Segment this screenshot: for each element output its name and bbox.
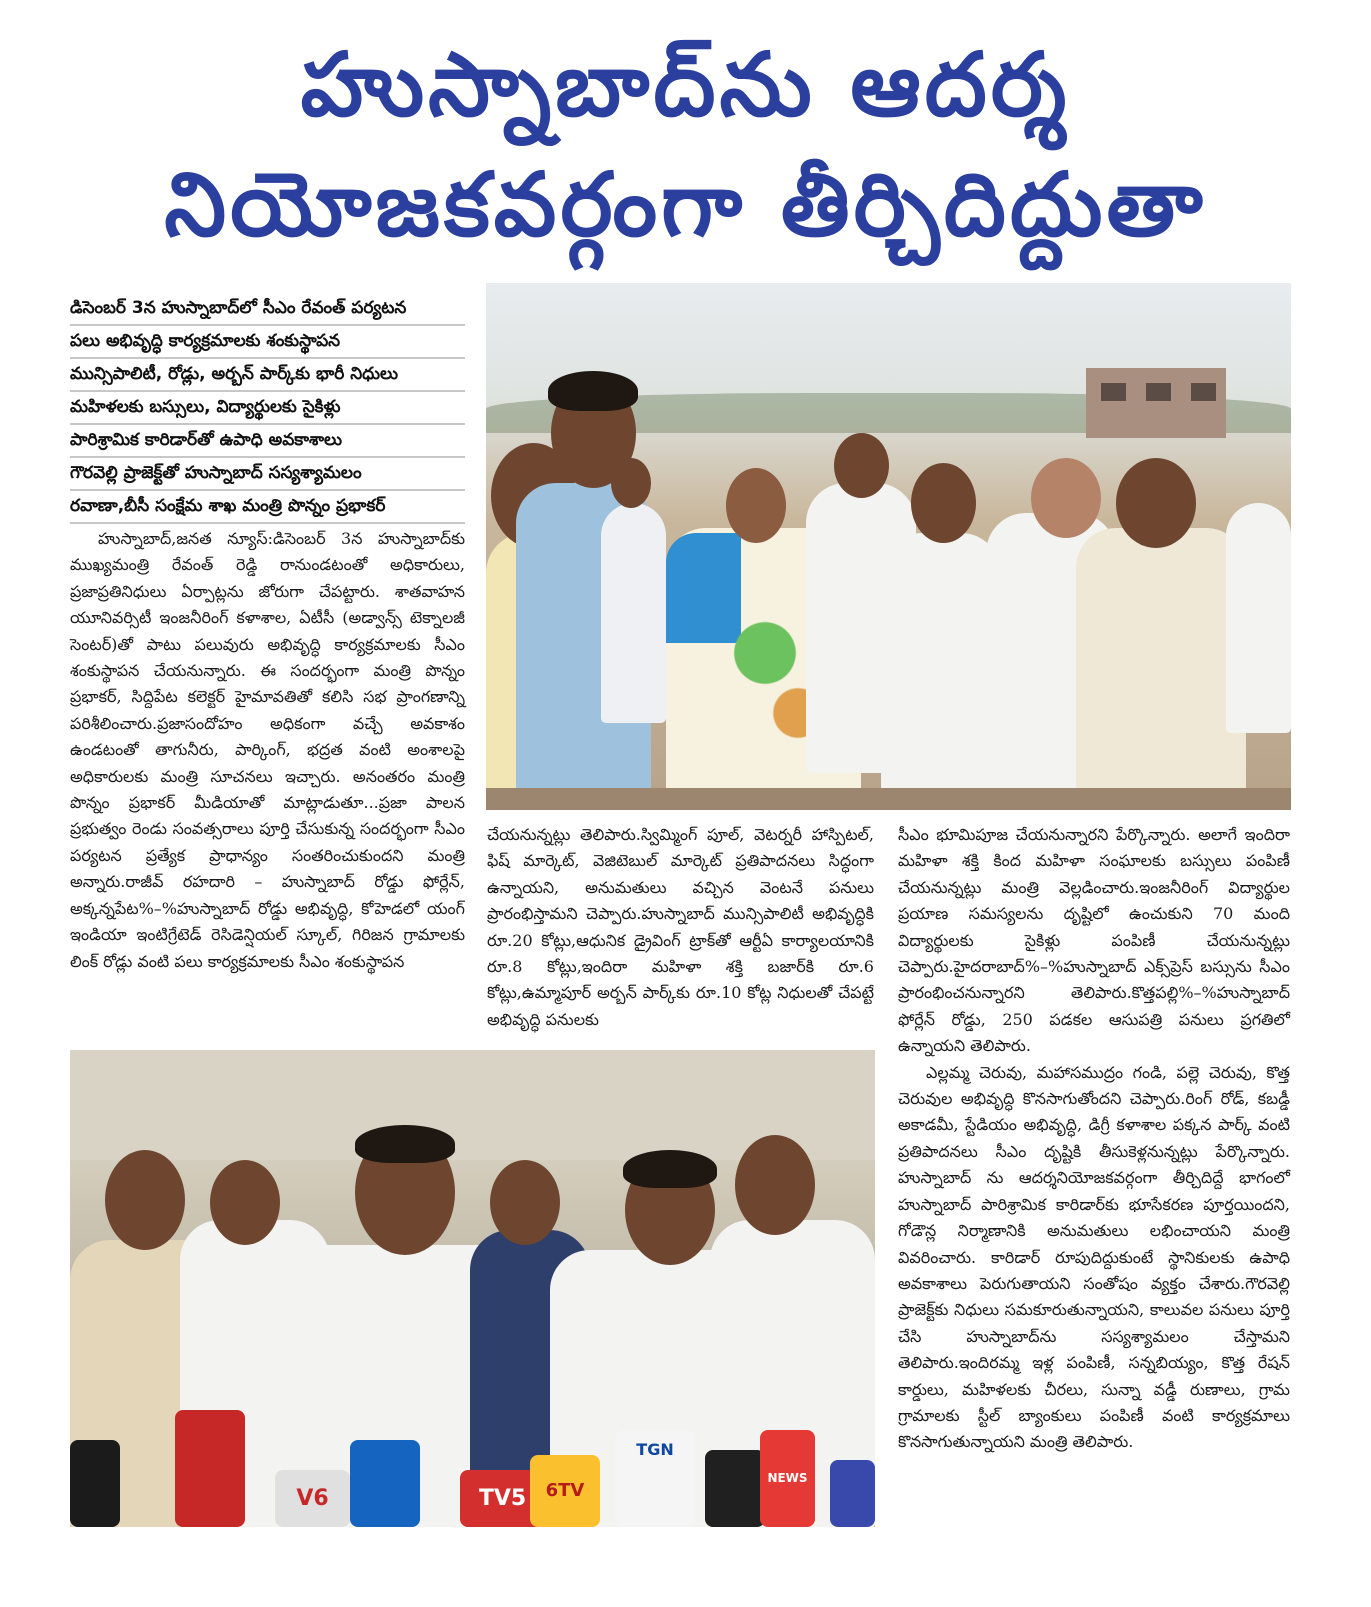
microphone-logo: NEWS <box>760 1430 815 1527</box>
article-paragraph: ఎల్లమ్మ చెరువు, మహాసముద్రం గండి, పల్లె చెరువు, కొత్త చెరువుల అభివృద్ధి కొనసాగుతోందని చెప్పారు.రింగ్ రోడ్, కబడ్డీ అకాడమీ, స్టేడియం అభివృద్ధి, డిగ్రీ కళాశాల పక్కన పార్క్ వంటి ప్రతిపాదనలు సీఎం దృష్టికి తీసుకెళ్లనున్నట్లు పేర్కొన్నారు. హుస్నాబాద్ ను ఆదర్శనియోజకవర్గంగా తీర్చిదిద్దే భాగంలో హుస్నాబాద్ పారిశ్రామిక కారిడార్‌కు భూసేకరణ పూర్తయిందని, గోడౌన్ల నిర్మాణానికి అనుమతులు లభించాయని మంత్రి వివరించారు. కారిడార్ రూపుదిద్దుకుంటే స్థానికులకు ఉపాధి అవకాశాలు పెరుగుతాయని సంతోషం వ్యక్తం చేశారు.గౌరవెల్లి ప్రాజెక్ట్‌కు నిధులు సమకూరుతున్నాయని, కాలువల పనులు పూర్తి చేసి హుస్నాబాద్‌ను సస్యశ్యామలం చేస్తామని తెలిపారు.ఇందిరమ్మ ఇళ్ల పంపిణీ, సన్నబియ్యం, కొత్త రేషన్ కార్డులు, మహిళలకు చీరలు, సున్నా వడ్డీ రుణాలు, గ్రామ గ్రామాలకు స్టీల్ బ్యాంకులు పంపిణీ వంటి కార్యక్రమాలు కొనసాగుతున్నాయని మంత్రి తెలిపారు. <box>898 1062 1290 1452</box>
person-head <box>834 433 889 498</box>
article-column-middle <box>487 822 874 1033</box>
highlight-line: మున్సిపాలిటీ, రోడ్లు, అర్బన్ పార్క్‌కు భారీ నిధులు <box>70 359 465 392</box>
microphone-logo: TV5 <box>460 1470 545 1527</box>
background-building <box>1086 368 1226 438</box>
person-hair <box>355 1125 455 1163</box>
building-window <box>1101 383 1126 401</box>
article-column-right <box>898 822 1290 1456</box>
microphone-logo: V6 <box>275 1470 350 1527</box>
microphone <box>705 1450 765 1527</box>
article-column-left <box>70 526 465 975</box>
person <box>1226 503 1291 733</box>
highlight-line: పలు అభివృద్ధి కార్యక్రమాలకు శంకుస్థాపన <box>70 326 465 359</box>
microphone <box>175 1410 245 1527</box>
person-hair <box>623 1150 717 1188</box>
microphone <box>830 1460 875 1527</box>
site-inspection-photo <box>486 283 1291 810</box>
person-hair <box>548 371 638 411</box>
highlight-line: మహిళలకు బస్సులు, విద్యార్థులకు సైకిళ్లు <box>70 392 465 425</box>
ground <box>486 788 1291 810</box>
headline-line-2: నియోజకవర్గంగా తీర్చిదిద్దుతా <box>164 153 1207 256</box>
building-window <box>1191 383 1216 401</box>
person-head <box>911 463 976 543</box>
highlight-line: రవాణా,బీసీ సంక్షేమ శాఖ మంత్రి పొన్నం ప్రభాకర్ <box>70 491 465 524</box>
press-conference-photo <box>70 1050 875 1527</box>
headline-line-1: హుస్నాబాద్‌ను ఆదర్శ <box>300 33 1071 136</box>
article-paragraph: సీఎం భూమిపూజ చేయనున్నారని పేర్కొన్నారు. అలాగే ఇందిరా మహిళా శక్తి కింద మహిళా సంఘాలకు బస్సులు పంపిణీ చేయనున్నట్లు మంత్రి వెల్లడించారు.ఇంజనీరింగ్ విద్యార్థుల ప్రయాణ సమస్యలను దృష్టిలో ఉంచుకుని 70 మంది విద్యార్థులకు సైకిళ్లు పంపిణీ చేయనున్నట్లు చెప్పారు.హైదరాబాద్%–%హుస్నాబాద్ ఎక్స్‌ప్రెస్ బస్సును సీఎం ప్రారంభించనున్నారని తెలిపారు.కొత్తపల్లి%–%హుస్నాబాద్ ఫోర్లేన్ రోడ్డు, 250 పడకల ఆసుపత్రి పనులు ప్రగతిలో ఉన్నాయని తెలిపారు. <box>898 825 1290 1056</box>
person-head <box>1031 458 1101 538</box>
person <box>601 503 666 723</box>
microphone <box>350 1440 420 1527</box>
microphone <box>70 1440 120 1527</box>
person <box>881 533 1001 793</box>
person-head <box>735 1135 815 1235</box>
person-jacket <box>1076 528 1246 810</box>
person-head <box>210 1160 280 1245</box>
highlights-box <box>70 293 465 524</box>
building-window <box>1146 383 1171 401</box>
highlight-line: గౌరవెల్లి ప్రాజెక్ట్‌తో హుస్నాబాద్ సస్యశ్యామలం <box>70 458 465 491</box>
person-head <box>726 468 786 543</box>
person-head <box>105 1150 185 1250</box>
person-head <box>611 458 651 508</box>
highlight-line: పారిశ్రామిక కారిడార్‌తో ఉపాధి అవకాశాలు <box>70 425 465 458</box>
person-head <box>1116 458 1196 548</box>
microphone-logo: TGN <box>615 1430 695 1527</box>
highlight-line: డిసెంబర్ 3న హుస్నాబాద్‌లో సీఎం రేవంత్ పర్యటన <box>70 293 465 326</box>
article-paragraph: హుస్నాబాద్,జనత న్యూస్:డిసెంబర్ 3న హుస్నాబాద్‌కు ముఖ్యమంత్రి రేవంత్ రెడ్డి రానుండటంతో అధికారులు, ప్రజాప్రతినిధులు ఏర్పాట్లను జోరుగా చేపట్టారు. శాతవాహన యూనివర్సిటీ ఇంజనీరింగ్ కళాశాల, ఏటీసీ (అడ్వాన్స్ టెక్నాలజీ సెంటర్)తో పాటు పలువురు అభివృద్ధి కార్యక్రమాలకు సీఎం శంకుస్థాపన చేయనున్నారు. ఈ సందర్భంగా మంత్రి పొన్నం ప్రభాకర్, సిద్దిపేట కలెక్టర్ హైమావతితో కలిసి సభ ప్రాంగణాన్ని పరిశీలించారు.ప్రజాసందోహం అధికంగా వచ్చే అవకాశం ఉండటంతో తాగునీరు, పార్కింగ్, భద్రత వంటి అంశాలపై అధికారులకు మంత్రి సూచనలు ఇచ్చారు. అనంతరం మంత్రి పొన్నం ప్రభాకర్ మీడియాతో మాట్లాడుతూ...ప్రజా పాలన ప్రభుత్వం రెండు సంవత్సరాలు పూర్తి చేసుకున్న సందర్భంగా సీఎం పర్యటన ప్రత్యేక ప్రాధాన్యం సంతరించుకుందని మంత్రి అన్నారు.రాజీవ్ రహదారి – హుస్నాబాద్ రోడ్డు ఫోర్లేన్, అక్కన్నపేట%–%హుస్నాబాద్ రోడ్డు అభివృద్ధి, కోహెడలో యంగ్ ఇండియా ఇంటిగ్రేటెడ్ రెసిడెన్షియల్ స్కూల్, గిరిజన గ్రామాలకు లింక్ రోడ్లు వంటి పలు కార్యక్రమాలకు సీఎం శంకుస్థాపన <box>70 529 465 971</box>
microphone-logo: 6TV <box>530 1455 600 1527</box>
person-head <box>490 1160 560 1245</box>
article-paragraph: చేయనున్నట్లు తెలిపారు.స్విమ్మింగ్ పూల్, వెటర్నరీ హాస్పిటల్, ఫిష్ మార్కెట్, వెజిటెబుల్ మార్కెట్ ప్రతిపాదనలు సిద్ధంగా ఉన్నాయని, అనుమతులు వచ్చిన వెంటనే పనులు ప్రారంభిస్తామని చెప్పారు.హుస్నాబాద్ మున్సిపాలిటీ అభివృద్ధికి రూ.20 కోట్లు,ఆధునిక డ్రైవింగ్ ట్రాక్‌తో ఆర్టీఏ కార్యాలయానికి రూ.8 కోట్లు,ఇందిరా మహిళా శక్తి బజార్‌కి రూ.6 కోట్లు,ఉమ్మాపూర్ అర్బన్ పార్క్‌కు రూ.10 కోట్ల నిధులతో చేపట్టే అభివృద్ధి పనులకు <box>487 825 874 1029</box>
